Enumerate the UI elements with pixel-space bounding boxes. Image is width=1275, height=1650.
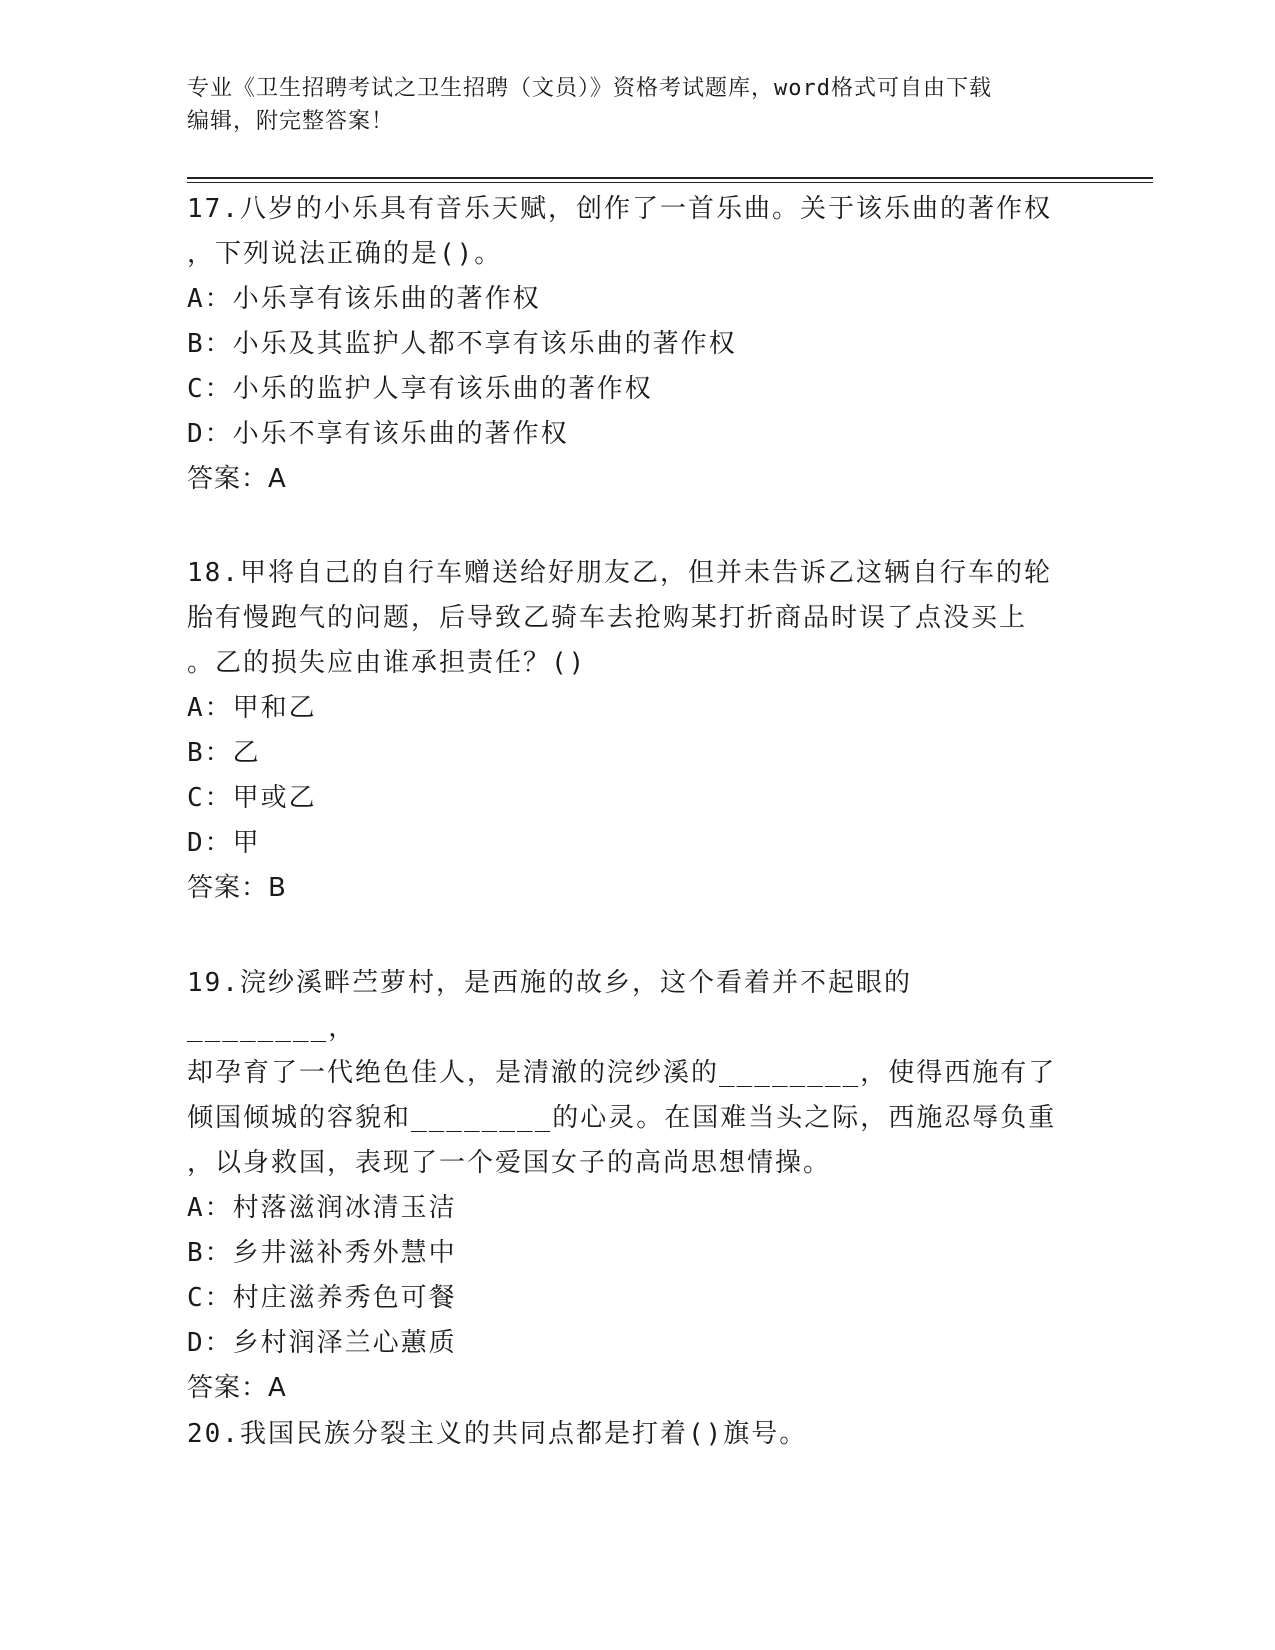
header-line-1: 专业《卫生招聘考试之卫生招聘（文员）》资格考试题库，word格式可自由下载 — [187, 76, 992, 101]
option-b: B：小乐及其监护人都不享有该乐曲的著作权 — [187, 329, 737, 359]
option-c: C：小乐的监护人享有该乐曲的著作权 — [187, 374, 653, 404]
document-header — [187, 72, 1067, 138]
option-b: B：乙 — [187, 738, 261, 768]
stem-line: 胎有慢跑气的问题，后导致乙骑车去抢购某打折商品时误了点没买上 — [187, 603, 1028, 633]
option-b: B：乡井滋补秀外慧中 — [187, 1238, 457, 1268]
option-d: D：乡村润泽兰心蕙质 — [187, 1328, 457, 1358]
header-line-2: 编辑，附完整答案！ — [187, 109, 395, 134]
answer: 答案：A — [187, 464, 287, 494]
answer: 答案：B — [187, 873, 287, 903]
stem-line: 。乙的损失应由谁承担责任？() — [187, 648, 587, 678]
option-d: D：甲 — [187, 828, 261, 858]
question-stem — [187, 961, 1067, 1186]
stem-line: ，下列说法正确的是()。 — [187, 239, 503, 269]
option-c: C：村庄滋养秀色可餐 — [187, 1283, 457, 1313]
option-a: A：村落滋润冰清玉洁 — [187, 1193, 457, 1223]
question-19 — [187, 961, 1067, 1411]
question-18 — [187, 551, 1067, 911]
option-c: C：甲或乙 — [187, 783, 317, 813]
question-stem — [187, 1412, 1067, 1457]
answer: 答案：A — [187, 1373, 287, 1403]
option-d: D：小乐不享有该乐曲的著作权 — [187, 419, 569, 449]
option-a: A：小乐享有该乐曲的著作权 — [187, 284, 541, 314]
question-stem — [187, 551, 1067, 686]
stem-line: 20.我国民族分裂主义的共同点都是打着()旗号。 — [187, 1419, 808, 1449]
stem-line: 17.八岁的小乐具有音乐天赋，创作了一首乐曲。关于该乐曲的著作权 — [187, 194, 1052, 224]
stem-line: ，以身救国，表现了一个爱国女子的高尚思想情操。 — [187, 1148, 832, 1178]
stem-line: 倾国倾城的容貌和________的心灵。在国难当头之际，西施忍辱负重 — [187, 1103, 1057, 1133]
option-a: A：甲和乙 — [187, 693, 317, 723]
question-stem — [187, 187, 1067, 277]
question-17 — [187, 187, 1067, 502]
header-divider-thin — [187, 182, 1153, 183]
stem-line: 却孕育了一代绝色佳人，是清澈的浣纱溪的________，使得西施有了 — [187, 1058, 1057, 1088]
header-divider-thick — [187, 177, 1153, 179]
question-20 — [187, 1412, 1067, 1457]
stem-line: 19.浣纱溪畔苎萝村，是西施的故乡，这个看着并不起眼的________， — [187, 968, 912, 1043]
stem-line: 18.甲将自己的自行车赠送给好朋友乙，但并未告诉乙这辆自行车的轮 — [187, 558, 1052, 588]
